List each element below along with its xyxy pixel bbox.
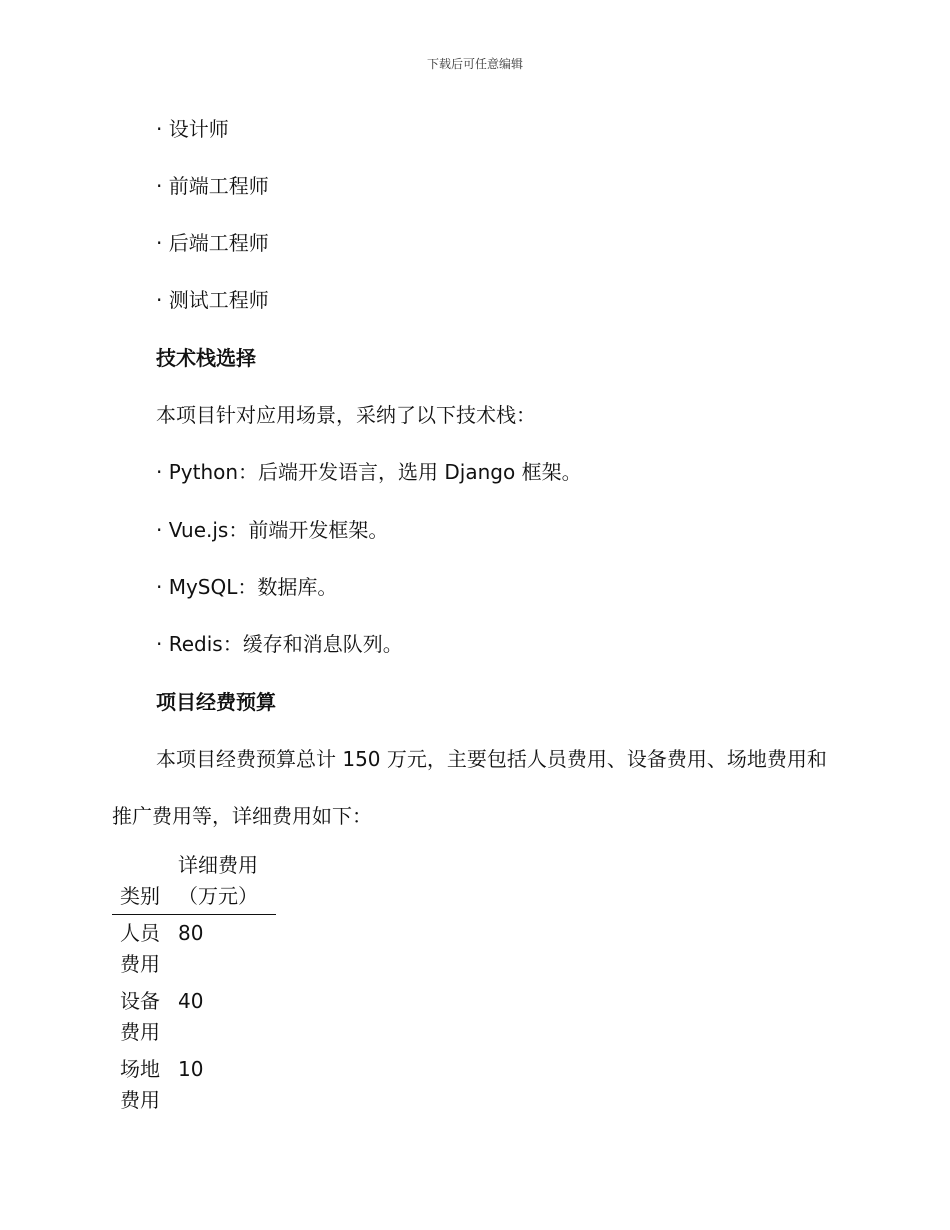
role-item-designer: · 设计师	[156, 117, 229, 141]
table-cell-category: 设备费用	[120, 989, 160, 1044]
table-row	[112, 983, 276, 1051]
role-item-tester: · 测试工程师	[156, 288, 269, 312]
budget-paragraph: 本项目经费预算总计 150 万元，主要包括人员费用、设备费用、场地费用和推广费用等，详细费用如下：	[112, 747, 827, 828]
budget-table-header-amount: 详细费用（万元）	[174, 848, 276, 915]
role-item-frontend: · 前端工程师	[156, 174, 269, 198]
tech-item-vue: · Vue.js：前端开发框架。	[156, 518, 389, 542]
table-row	[112, 915, 276, 984]
table-cell-amount: 80	[178, 921, 204, 945]
table-row	[112, 1051, 276, 1119]
table-cell-amount: 40	[178, 989, 204, 1013]
role-item-backend: · 后端工程师	[156, 231, 269, 255]
tech-section-intro: 本项目针对应用场景，采纳了以下技术栈：	[156, 403, 536, 427]
tech-item-redis: · Redis：缓存和消息队列。	[156, 632, 403, 656]
tech-item-python: · Python：后端开发语言，选用 Django 框架。	[156, 460, 582, 484]
budget-table	[112, 848, 276, 1119]
table-cell-category: 人员费用	[120, 921, 160, 976]
tech-item-mysql: · MySQL：数据库。	[156, 575, 338, 599]
tech-section-heading: 技术栈选择	[156, 346, 256, 370]
header-note: 下载后可任意编辑	[426, 57, 523, 71]
budget-table-header-row	[112, 848, 276, 915]
table-cell-category: 场地费用	[120, 1057, 160, 1112]
budget-section-heading: 项目经费预算	[156, 690, 276, 714]
budget-table-header-category: 类别	[112, 848, 174, 915]
table-cell-amount: 10	[178, 1057, 204, 1081]
